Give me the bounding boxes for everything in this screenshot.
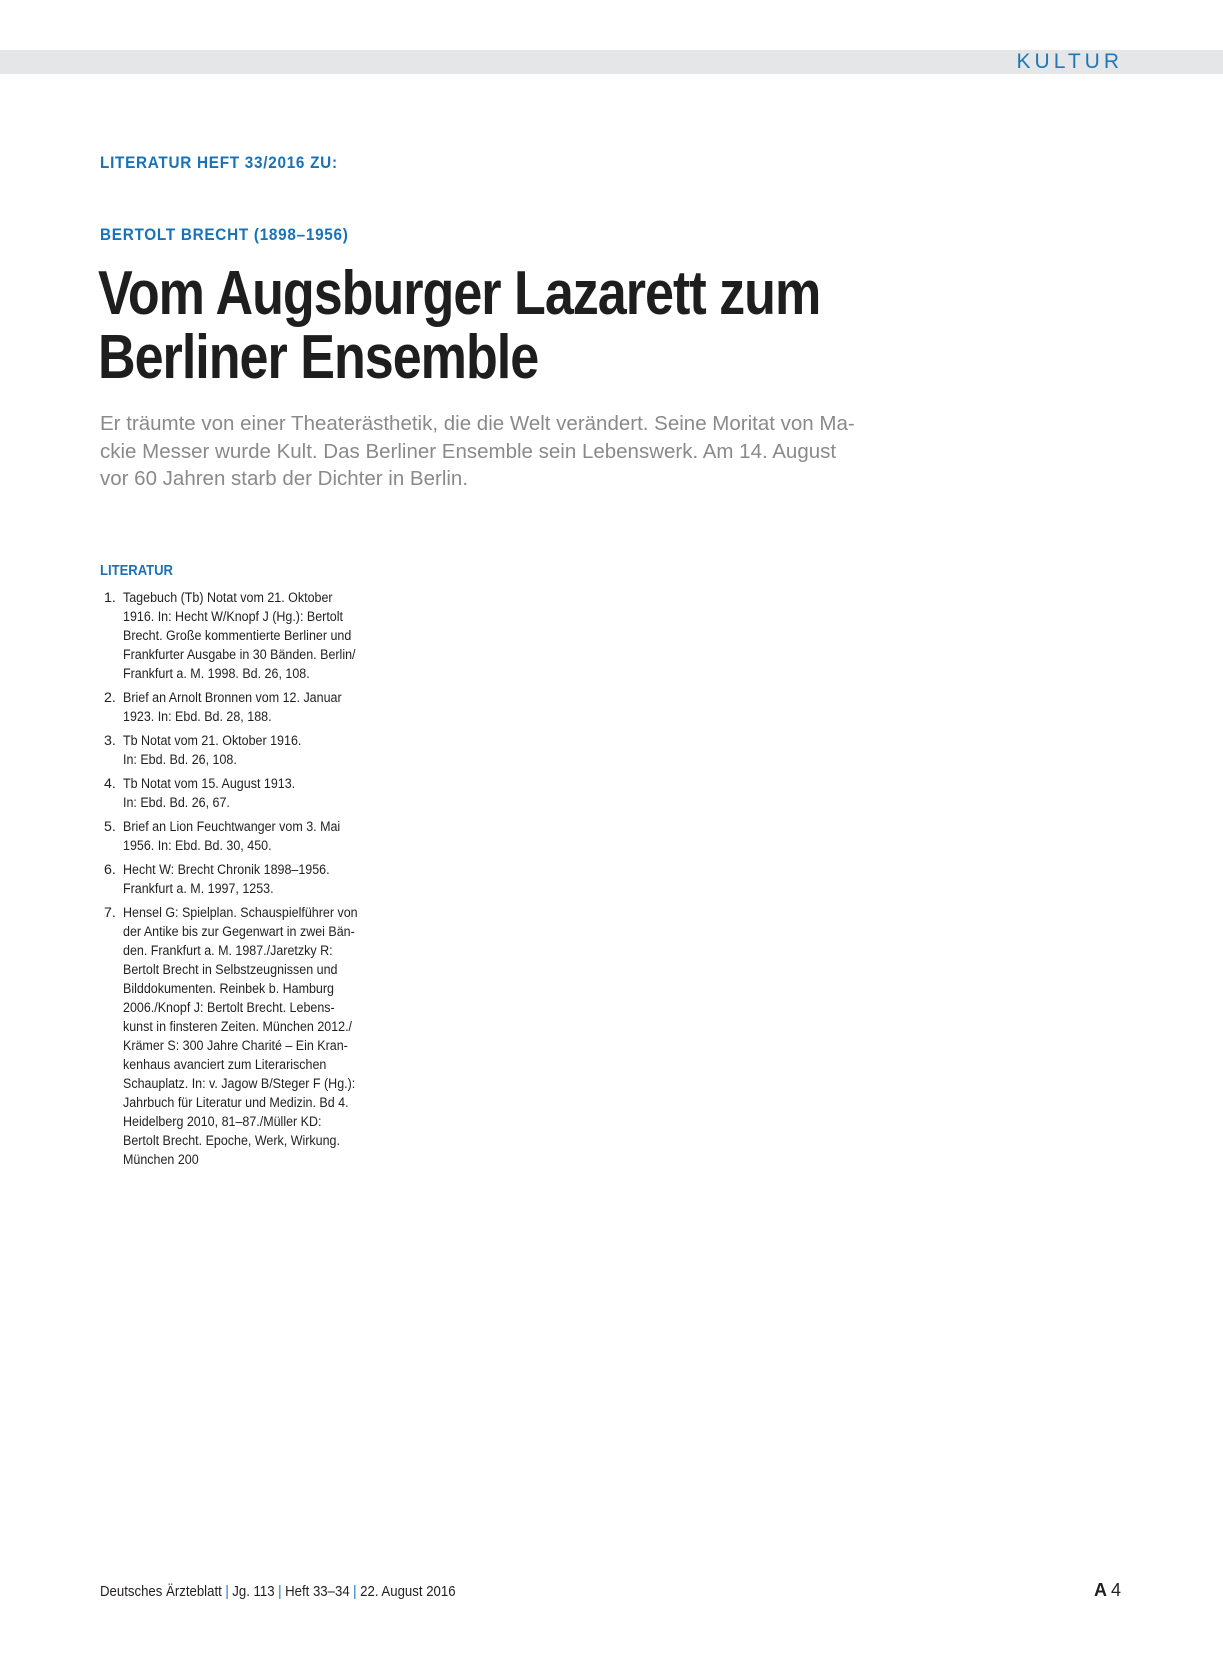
lead-line: vor 60 Jahren starb der Dichter in Berlin. bbox=[100, 467, 469, 490]
reference-text bbox=[123, 689, 342, 727]
reference-item bbox=[104, 732, 394, 770]
reference-line: Tagebuch (Tb) Notat vom 21. Oktober bbox=[123, 590, 333, 606]
reference-line: München 200 bbox=[123, 1152, 199, 1168]
reference-item bbox=[104, 818, 394, 856]
reference-number: 6. bbox=[104, 862, 116, 878]
reference-line: der Antike bis zur Gegenwart in zwei Bän- bbox=[123, 924, 355, 940]
journal-issue: Heft 33–34 bbox=[285, 1583, 350, 1600]
issue-date: 22. August 2016 bbox=[360, 1583, 456, 1600]
reference-item bbox=[104, 689, 394, 727]
article-lead bbox=[100, 410, 960, 493]
references-list bbox=[104, 589, 394, 1175]
reference-item bbox=[104, 775, 394, 813]
reference-line: Frankfurt a. M. 1997, 1253. bbox=[123, 881, 274, 897]
reference-number: 2. bbox=[104, 690, 116, 706]
reference-line: Hecht W: Brecht Chronik 1898–1956. bbox=[123, 862, 330, 878]
reference-line: 2006./Knopf J: Bertolt Brecht. Lebens- bbox=[123, 1000, 335, 1016]
reference-number: 1. bbox=[104, 590, 116, 606]
journal-volume: Jg. 113 bbox=[232, 1583, 275, 1600]
reference-number: 4. bbox=[104, 776, 116, 792]
section-label: KULTUR bbox=[1016, 50, 1123, 73]
reference-number: 3. bbox=[104, 733, 116, 749]
reference-line: Schauplatz. In: v. Jagow B/Steger F (Hg.): bbox=[123, 1076, 356, 1092]
references-heading: LITERATUR bbox=[100, 563, 173, 579]
overline-topic: BERTOLT BRECHT (1898–1956) bbox=[100, 225, 349, 244]
page-number-value: 4 bbox=[1110, 1580, 1121, 1600]
reference-line: Krämer S: 300 Jahre Charité – Ein Kran- bbox=[123, 1038, 348, 1054]
reference-text bbox=[123, 589, 356, 684]
reference-number: 7. bbox=[104, 905, 116, 921]
page-footer bbox=[100, 1583, 456, 1600]
reference-line: Tb Notat vom 15. August 1913. bbox=[123, 776, 296, 792]
journal-name: Deutsches Ärzteblatt bbox=[100, 1583, 222, 1600]
reference-line: 1923. In: Ebd. Bd. 28, 188. bbox=[123, 709, 272, 725]
reference-line: Frankfurt a. M. 1998. Bd. 26, 108. bbox=[123, 666, 310, 682]
reference-line: den. Frankfurt a. M. 1987./Jaretzky R: bbox=[123, 943, 333, 959]
reference-line: 1956. In: Ebd. Bd. 30, 450. bbox=[123, 838, 272, 854]
reference-line: kunst in finsteren Zeiten. München 2012./ bbox=[123, 1019, 353, 1035]
reference-line: Brief an Lion Feuchtwanger vom 3. Mai bbox=[123, 819, 341, 835]
overline-issue: LITERATUR HEFT 33/2016 ZU: bbox=[100, 153, 338, 172]
reference-line: Brief an Arnolt Bronnen vom 12. Januar bbox=[123, 690, 342, 706]
headline-line: Berliner Ensemble bbox=[98, 323, 539, 392]
article-headline bbox=[98, 259, 904, 392]
reference-text bbox=[123, 861, 330, 899]
page-number bbox=[1094, 1580, 1121, 1601]
footer-separator: | bbox=[278, 1583, 282, 1600]
reference-item bbox=[104, 589, 394, 684]
reference-line: Hensel G: Spielplan. Schauspielführer von bbox=[123, 905, 358, 921]
lead-line: Er träumte von einer Theaterästhetik, die die Welt verändert. Seine Moritat von Ma- bbox=[100, 412, 855, 435]
reference-line: Jahrbuch für Literatur und Medizin. Bd 4. bbox=[123, 1095, 349, 1111]
reference-line: Bertolt Brecht in Selbstzeugnissen und bbox=[123, 962, 338, 978]
reference-line: Tb Notat vom 21. Oktober 1916. bbox=[123, 733, 302, 749]
reference-line: Frankfurter Ausgabe in 30 Bänden. Berlin/ bbox=[123, 647, 356, 663]
reference-line: Bilddokumenten. Reinbek b. Hamburg bbox=[123, 981, 334, 997]
reference-text bbox=[123, 818, 340, 856]
reference-line: In: Ebd. Bd. 26, 67. bbox=[123, 795, 230, 811]
reference-item bbox=[104, 904, 394, 1170]
reference-line: kenhaus avanciert zum Literarischen bbox=[123, 1057, 327, 1073]
reference-line: Bertolt Brecht. Epoche, Werk, Wirkung. bbox=[123, 1133, 340, 1149]
reference-text bbox=[123, 775, 295, 813]
reference-item bbox=[104, 861, 394, 899]
reference-line: Heidelberg 2010, 81–87./Müller KD: bbox=[123, 1114, 322, 1130]
page-prefix: A bbox=[1093, 1580, 1107, 1600]
footer-separator: | bbox=[225, 1583, 229, 1600]
reference-text bbox=[123, 904, 358, 1170]
reference-line: Brecht. Große kommentierte Berliner und bbox=[123, 628, 352, 644]
footer-separator: | bbox=[353, 1583, 357, 1600]
reference-number: 5. bbox=[104, 819, 116, 835]
reference-text bbox=[123, 732, 301, 770]
lead-line: ckie Messer wurde Kult. Das Berliner Ensemble sein Lebenswerk. Am 14. August bbox=[100, 439, 837, 463]
reference-line: 1916. In: Hecht W/Knopf J (Hg.): Bertolt bbox=[123, 609, 343, 625]
reference-line: In: Ebd. Bd. 26, 108. bbox=[123, 752, 237, 768]
headline-line: Vom Augsburger Lazarett zum bbox=[98, 259, 821, 328]
section-header-bar bbox=[0, 50, 1223, 74]
